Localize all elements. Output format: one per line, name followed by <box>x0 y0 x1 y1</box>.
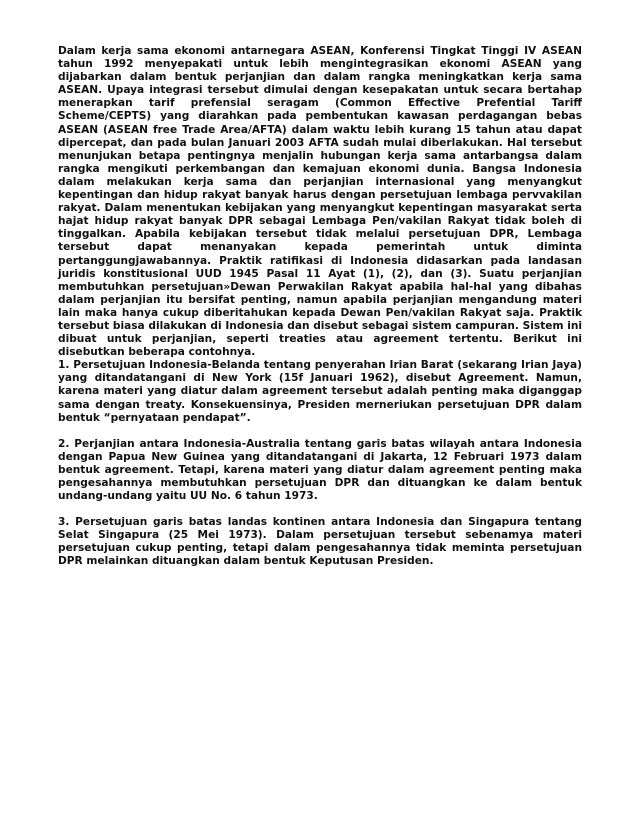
list-item-2: 2. Perjanjian antara Indonesia-Australia tentang garis batas wilayah antara Indonesia dengan Papua New Guinea yang ditandatangani di Jakarta, 12 Februari 1973 dalam bentuk agreement. Tetapi, karena materi yang diatur dalam agreement penting maka pengesahannya membutuhkan persetujuan DPR dan dituangkan ke dalam bentuk undang-undang yaitu UU No. 6 tahun 1973. <box>58 437 582 503</box>
paragraph-spacer <box>58 503 582 516</box>
list-item-1: 1. Persetujuan Indonesia-Belanda tentang penyerahan Irian Barat (sekarang Irian Jaya) yang ditandatangani di New York (15f Januari 1962), disebut Agreement. Namun, karena materi yang diatur dalam agreement tersebut adalah penting maka diganggap sama dengan treaty. Konsekuensinya, Presiden merneriukan persetujuan DPR dalam bentuk “pernyataan pendapat”. <box>58 359 582 424</box>
intro-paragraph: Dalam kerja sama ekonomi antarnegara ASEAN, Konferensi Tingkat Tinggi IV ASEAN tahun 1992 menyepakati untuk lebih mengintegrasikan ekonomi ASEAN yang dijabarkan dalam bentuk perjanjian dan dalam rangka meningkatkan kerja sama ASEAN. Upaya integrasi tersebut dimulai dengan kesepakatan untuk secara bertahap menerapkan tarif prefensial seragam (Common Effective Prefential Tariff Scheme/CEPTS) yang diarahkan pada pembentukan kawasan perdagangan bebas ASEAN (ASEAN free Trade Area/AFTA) dalam waktu lebih kurang 15 tahun atau dapat dipercepat, dan pada bulan Januari 2003 AFTA sudah mulai diberlakukan. Hal tersebut menunjukan betapa pentingnya menjalin hubungan kerja sama antarbangsa dalam rangka mengikuti perkembangan dan kemajuan ekonomi dunia. Bangsa Indonesia dalam melakukan kerja sama dan perjanjian internasional yang menyangkut kepentingan dan hidup rakyat banyak harus dengan persetujuan lembaga pervvakilan rakyat. Dalam menentukan kebijakan yang menyangkut kepentingan masyarakat serta hajat hidup rakyat banyak DPR sebagai Lembaga Pen/vakilan Rakyat tidak boleh di tinggalkan. Apabila kebijakan tersebut tidak melalui persetujuan DPR, Lembaga tersebut dapat menanyakan kepada pemerintah untuk diminta pertanggungjawabannya. Praktik ratifikasi di Indonesia didasarkan pada landasan juridis konstitusional UUD 1945 Pasal 11 Ayat (1), (2), dan (3). Suatu perjanjian membutuhkan persetujuan»Dewan Perwakilan Rakyat apabila hal-hal yang dibahas dalam perjanjian itu bersifat penting, namun apabila perjanjian mengandung materi lain maka hanya cukup diberitahukan kepada Dewan Pen/vakilan Rakyat saja. Praktik tersebut biasa dilakukan di Indonesia dan disebut sebagai sistem campuran. Sistem ini dibuat untuk perjanjian, seperti treaties atau agreement tertentu. Berikut ini disebutkan beberapa contohnya. <box>58 45 582 359</box>
paragraph-spacer <box>58 425 582 438</box>
list-item-3: 3. Persetujuan garis batas landas kontinen antara Indonesia dan Singapura tentang Selat Singapura (25 Mei 1973). Dalam persetujuan tersebut sebenamya materi persetujuan cukup penting, tetapi dalam pengesahannya tidak meminta persetujuan DPR melainkan dituangkan dalam bentuk Keputusan Presiden. <box>58 516 582 568</box>
document-body <box>58 45 582 569</box>
